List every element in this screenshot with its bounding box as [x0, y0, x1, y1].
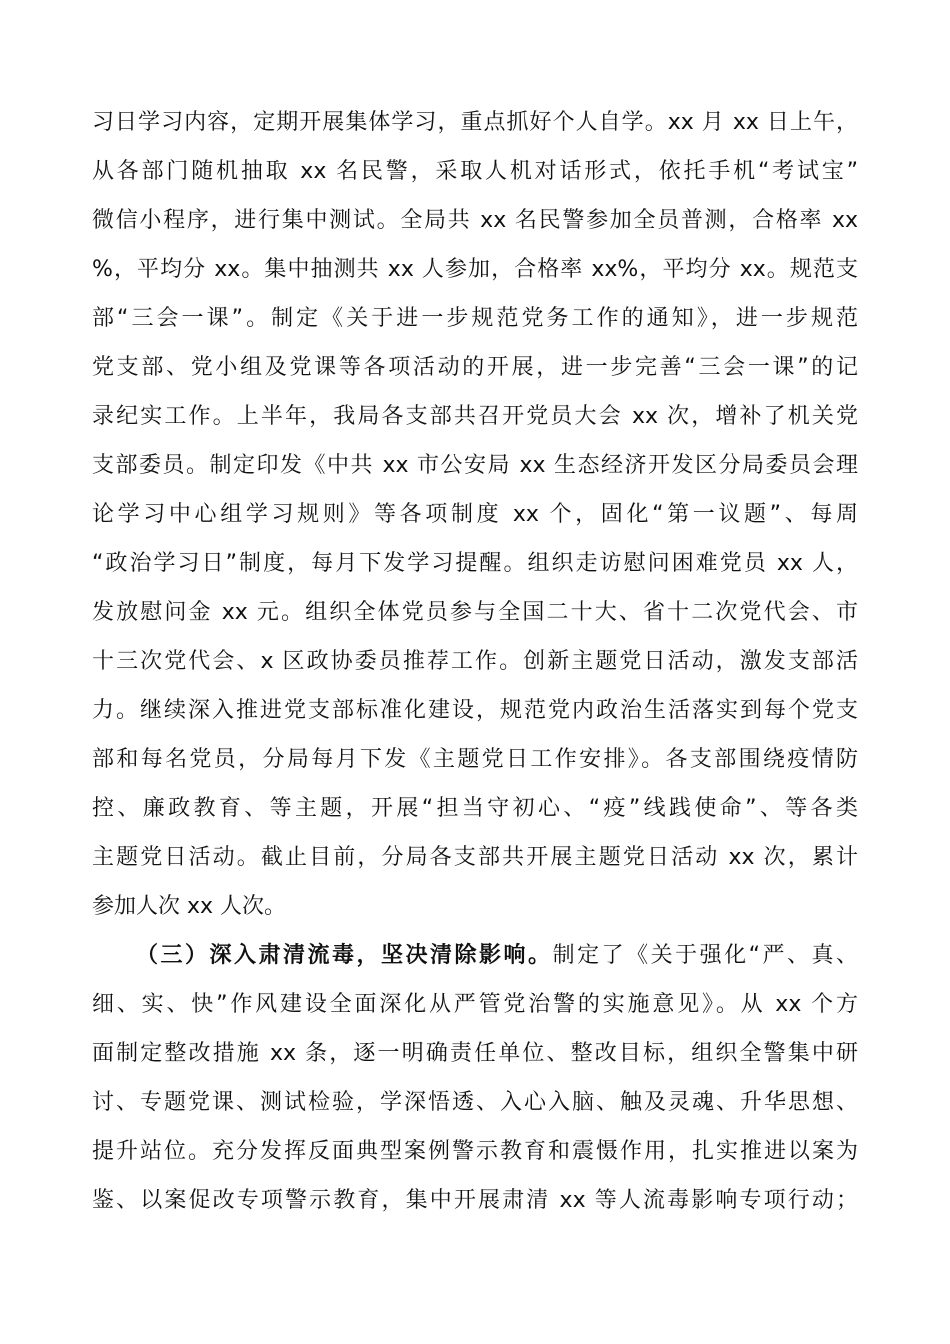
- text-line: 提升站位。充分发挥反面典型案例警示教育和震慑作用，扎实推进以案为: [92, 1139, 858, 1164]
- text-line: 部和每名党员，分局每月下发《主题党日工作安排》。各支部围绕疫情防: [92, 747, 858, 772]
- text-line: 论学习中心组学习规则》等各项制度 xx 个，固化“第一议题”、每周: [92, 502, 858, 527]
- text-line: 支部委员。制定印发《中共 xx 市公安局 xx 生态经济开发区分局委员会理: [92, 453, 858, 478]
- text-line: 微信小程序，进行集中测试。全局共 xx 名民警参加全员普测，合格率 xx: [92, 208, 858, 233]
- text-line: 控、廉政教育、等主题，开展“担当守初心、“疫”线践使命”、等各类: [92, 796, 858, 821]
- document-page: [92, 98, 858, 1225]
- section-heading-line: [92, 931, 858, 980]
- text-line: 录纪实工作。上半年，我局各支部共召开党员大会 xx 次，增补了机关党: [92, 404, 858, 429]
- text-line: 习日学习内容，定期开展集体学习，重点抓好个人自学。xx 月 xx 日上午，: [92, 110, 858, 135]
- text-line: 十三次党代会、x 区政协委员推荐工作。创新主题党日活动，激发支部活: [92, 649, 858, 674]
- text-line: %，平均分 xx。集中抽测共 xx 人参加，合格率 xx%，平均分 xx。规范支: [92, 257, 858, 282]
- text-line: 力。继续深入推进党支部标准化建设，规范党内政治生活落实到每个党支: [92, 698, 858, 723]
- text-line: 从各部门随机抽取 xx 名民警，采取人机对话形式，依托手机“考试宝”: [92, 159, 858, 184]
- text-line: 党支部、党小组及党课等各项活动的开展，进一步完善“三会一课”的记: [92, 355, 858, 380]
- text-line: 细、实、快”作风建设全面深化从严管党治警的实施意见》。从 xx 个方: [92, 992, 858, 1017]
- text-line: “政治学习日”制度，每月下发学习提醒。组织走访慰问困难党员 xx 人，: [92, 551, 858, 576]
- paragraph-party-building: [92, 98, 858, 931]
- text-line: 面制定整改措施 xx 条，逐一明确责任单位、整改目标，组织全警集中研: [92, 1041, 858, 1066]
- paragraph-eliminate-influence: [92, 931, 858, 1225]
- text-line: 讨、专题党课、测试检验，学深悟透、入心入脑、触及灵魂、升华思想、: [92, 1090, 858, 1115]
- section-heading: （三）深入肃清流毒，坚决清除影响。: [136, 943, 553, 968]
- text-line: 参加人次 xx 人次。: [92, 894, 287, 919]
- text-run: 制定了《关于强化“严、真、: [552, 943, 858, 968]
- text-line: 部“三会一课”。制定《关于进一步规范党务工作的通知》，进一步规范: [92, 306, 858, 331]
- text-line: 主题党日活动。截止目前，分局各支部共开展主题党日活动 xx 次，累计: [92, 845, 858, 870]
- text-line: 发放慰问金 xx 元。组织全体党员参与全国二十大、省十二次党代会、市: [92, 600, 858, 625]
- text-line: 鉴、以案促改专项警示教育，集中开展肃清 xx 等人流毒影响专项行动；: [92, 1188, 858, 1213]
